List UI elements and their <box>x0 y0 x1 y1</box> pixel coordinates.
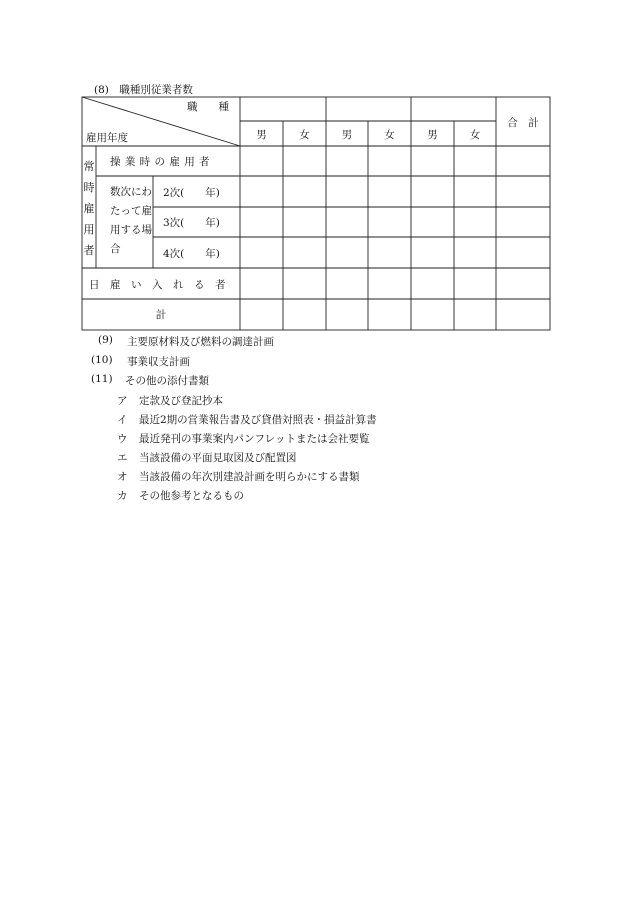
header-employment-year: 雇用年度 <box>86 132 128 144</box>
row-total: 計 <box>155 309 167 321</box>
attachment-e-mark: エ <box>117 452 128 464</box>
header-male-1: 男 <box>256 129 267 141</box>
attachment-e-text: 当該設備の平面見取図及び配置図 <box>139 452 297 464</box>
row-phase-4: 4次( 年) <box>163 248 220 260</box>
header-job-type: 職 種 <box>187 101 229 113</box>
attachment-a-text: 定款及び登記抄本 <box>139 395 223 407</box>
attachment-i-text: 最近2期の営業報告書及び貸借対照表・損益計算書 <box>139 414 377 426</box>
item-10-text: 事業収支計画 <box>127 356 190 368</box>
attachment-o-mark: オ <box>117 471 128 483</box>
section-8-title: (8) 職種別従業者数 <box>94 84 193 96</box>
item-9-number: (9) <box>98 334 113 346</box>
attachment-ka-text: その他参考となるもの <box>139 490 244 502</box>
header-male-2: 男 <box>341 129 353 141</box>
header-female-1: 女 <box>299 129 310 141</box>
row-operation-employees: 操 業 時 の 雇 用 者 <box>110 156 211 168</box>
row-phase-2: 2次( 年) <box>163 187 220 199</box>
item-10-number: (10) <box>91 354 113 366</box>
item-9-text: 主要原材料及び燃料の調達計画 <box>127 336 274 348</box>
attachment-i-mark: イ <box>117 414 128 426</box>
row-label-permanent-employees: 常時雇用者 <box>83 160 95 257</box>
attachment-u-text: 最近発刊の事業案内パンフレットまたは会社要覧 <box>139 433 370 445</box>
header-male-3: 男 <box>427 129 438 141</box>
attachment-u-mark: ウ <box>117 433 128 445</box>
header-total: 合 計 <box>507 117 539 129</box>
item-11-number: (11) <box>91 373 113 385</box>
attachment-ka-mark: カ <box>117 490 128 502</box>
item-11-text: その他の添付書類 <box>125 375 209 387</box>
attachment-o-text: 当該設備の年次別建設計画を明らかにする書類 <box>139 471 360 483</box>
header-female-2: 女 <box>384 129 395 141</box>
header-female-3: 女 <box>469 129 481 141</box>
row-daily-hires: 日 雇 い 入 れ る 者 <box>89 279 226 291</box>
row-phase-3: 3次( 年) <box>163 217 220 229</box>
row-label-multi-year: 数次にわたって雇用する場合 <box>110 186 152 255</box>
attachment-a-mark: ア <box>117 395 128 407</box>
